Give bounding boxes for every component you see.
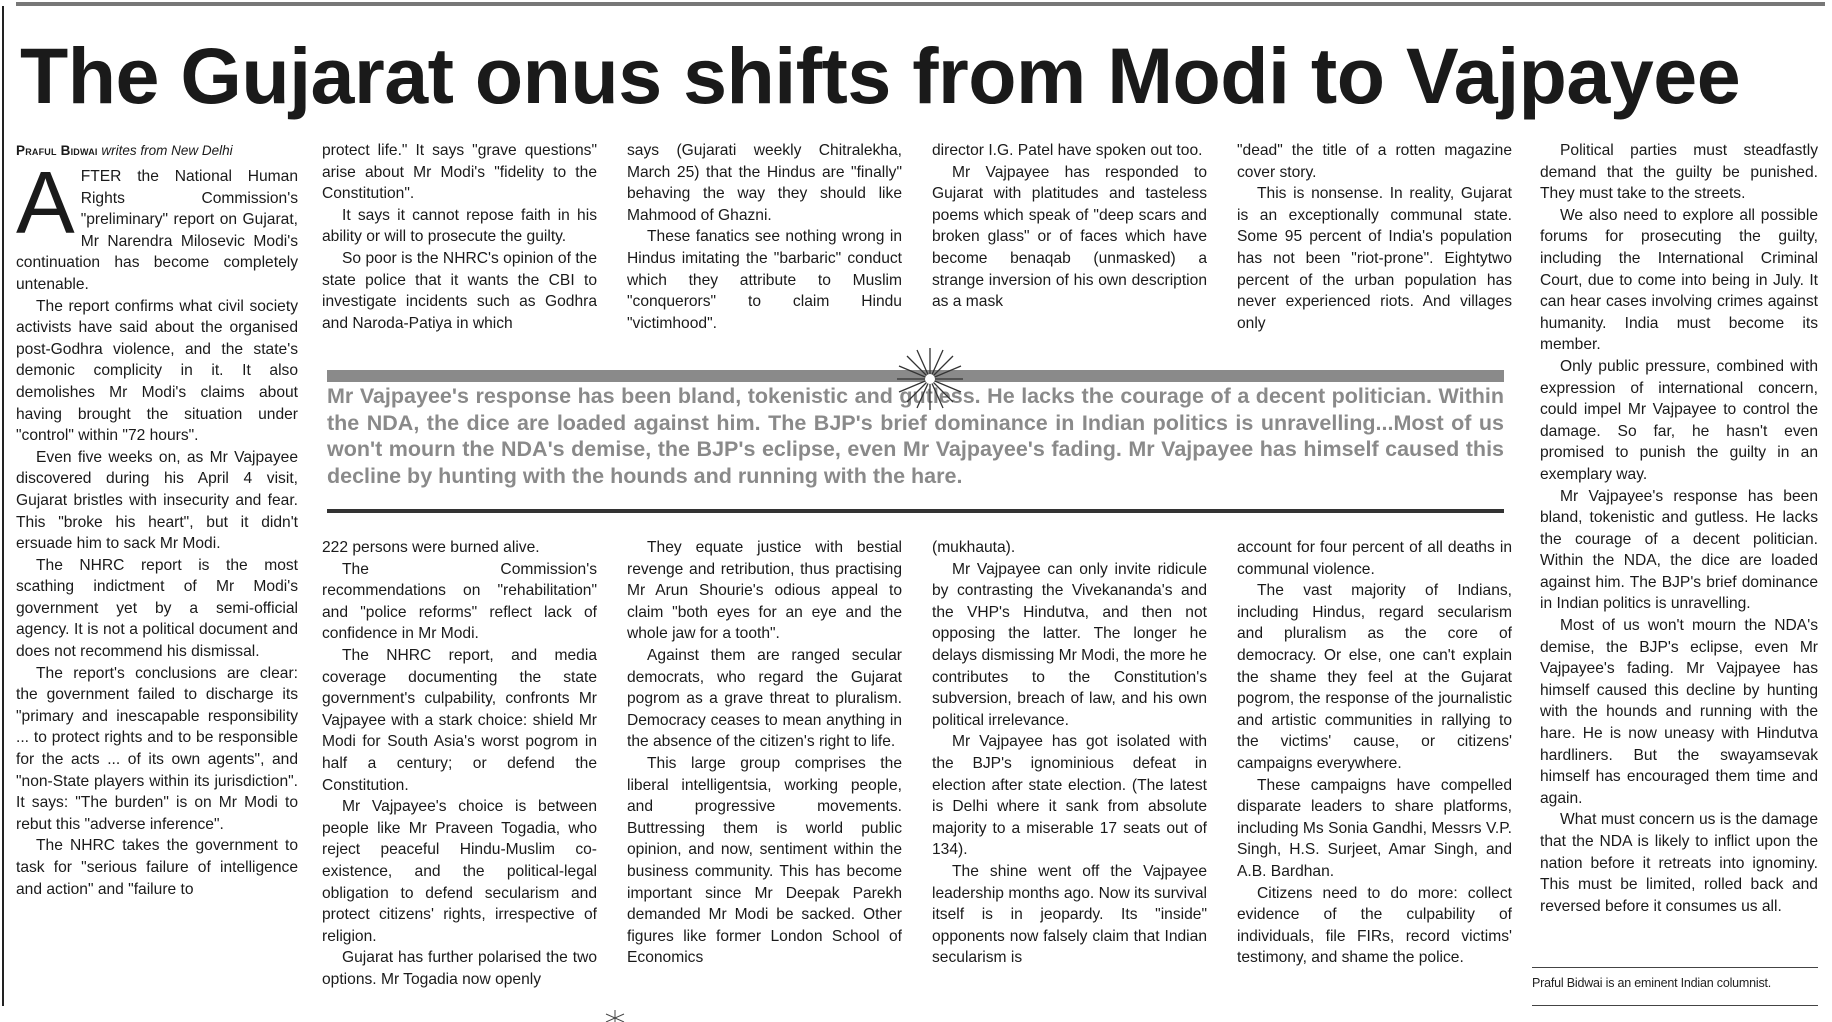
- paragraph: These campaigns have compelled disparate leaders to share platforms, including Ms Sonia Gandhi, Messrs V.P. Singh, H.S. Surjeet, Amar Singh, and A.B. Bardhan.: [1237, 776, 1512, 880]
- column-1: [16, 142, 298, 1012]
- paragraph: director I.G. Patel have spoken out too.: [932, 142, 1203, 159]
- column-2-bottom: [322, 537, 597, 997]
- paragraph: 222 persons were burned alive.: [322, 539, 540, 556]
- paragraph: They equate justice with bestial revenge and retribution, thus practising Mr Arun Shourie's odious appeal to claim "both eyes for an eye and the whole jaw for a tooth".: [627, 539, 902, 643]
- paragraph: protect life." It says "grave questions" arise about Mr Modi's "fidelity to the Constitution".: [322, 142, 597, 203]
- paragraph: It says it cannot repose faith in his ability or will to prosecute the guilty.: [322, 206, 597, 246]
- footer-rule: [1532, 967, 1818, 968]
- paragraph: Mr Vajpayee's choice is between people like Mr Praveen Togadia, who reject peaceful Hindu-Muslim co-existence, and the political-legal obligation to defend secularism and protect citizens' rights, irrespective of religion.: [322, 798, 597, 945]
- headline: The Gujarat onus shifts from Modi to Vajpayee: [20, 31, 1741, 120]
- paragraph: The NHRC report is the most scathing indictment of Mr Modi's government yet by a semi-official agency. It is not a political document and does not recommend his dismissal.: [16, 556, 298, 661]
- byline: [16, 142, 298, 160]
- paragraph: account for four percent of all deaths in communal violence.: [1237, 539, 1512, 578]
- paragraph: The report's conclusions are clear: the government failed to discharge its "primary and inescapable responsibility ... to protect rights and to be responsible for the acts ... of its own agents", and "non-State players within its jurisdiction". It says: "The burden" is on Mr Modi to rebut this "adverse inference".: [16, 664, 298, 833]
- paragraph: says (Gujarati weekly Chitralekha, March 25) that the Hindus are "finally" behaving the way they should like Mahmood of Ghazni.: [627, 142, 902, 224]
- paragraph: The vast majority of Indians, including Hindus, regard secularism and pluralism as the core of democracy. Or else, one can't explain the shame they feel at the Gujarat pogrom, the response of the journalistic and artistic communities in rallying to the victims' cause, or citizens' campaigns everywhere.: [1237, 582, 1512, 772]
- column-3-bottom: [627, 537, 902, 997]
- drop-cap: A: [16, 153, 75, 252]
- pullquote: Mr Vajpayee's response has been bland, tokenistic and gutless. He lacks the courage of a decent politician. Within the NDA, the dice are loaded against him. The BJP's brief dominance in Indian politics is unravelling...Most of us won't mourn the NDA's demise, the BJP's eclipse, even Mr Vajpayee's fading. Mr Vajpayee has himself caused this decline by hunting with the hounds and running with the hare.: [327, 384, 1504, 488]
- starburst-ornament-icon: [895, 346, 965, 412]
- column-4-top: [932, 140, 1207, 338]
- paragraph: The shine went off the Vajpayee leadership months ago. Now its survival itself is in jeopardy. Its "inside" opponents now falsely claim that Indian secularism is: [932, 862, 1207, 967]
- column-4-bottom: [932, 537, 1207, 997]
- paragraph: The report confirms what civil society activists have said about the organised post-Godhra violence, and the state's demonic complicity in it. It also demolishes Mr Modi's claims about having brought the situation under "control" within "72 hours".: [16, 297, 298, 445]
- paragraph: Mr Vajpayee has responded to Gujarat with platitudes and tasteless poems which speak of "deep scars and broken glass" or of faces which have become benaqab (unmasked) a strange inversion of his own description as a mask: [932, 163, 1207, 311]
- paragraph: These fanatics see nothing wrong in Hindus imitating the "barbaric" conduct which they attribute to Muslim "conquerors" to claim Hindu "victimhood".: [627, 228, 902, 332]
- paragraph: "dead" the title of a rotten magazine cover story.: [1237, 142, 1512, 181]
- paragraph: Even five weeks on, as Mr Vajpayee discovered during his April 4 visit, Gujarat bristles with insecurity and fear. This "broke his heart", but it didn't ersuade him to sack Mr Modi.: [16, 448, 298, 553]
- paragraph: Mr Vajpayee has got isolated with the BJP's ignominious defeat in election after state election. (The latest is Delhi where it sank from absolute majority to a miserable 17 seats out of 134).: [932, 733, 1207, 859]
- paragraph: We also need to explore all possible forums for prosecuting the guilty, including the International Criminal Court, due to come into being in July. It can hear cases involving crimes against humanity. India must become its member.: [1540, 206, 1818, 354]
- paragraph: Mr Vajpayee can only invite ridicule by contrasting the Vivekananda's and the VHP's Hindutva, and then not opposing the latter. The longer he delays dismissing Mr Modi, the more he contributes to the Constitution's subversion, breach of law, and his own political irrelevance.: [932, 560, 1207, 729]
- paragraph: This large group comprises the liberal intelligentsia, working people, and progressive movements. Buttressing them is world public opinion, and now, sentiment within the business community. This has become important since Mr Deepak Parekh demanded Mr Modi be sacked. Other figures like former London School of Economics: [627, 754, 902, 967]
- paragraph: (mukhauta).: [932, 539, 1016, 556]
- column-2-top: [322, 140, 597, 338]
- paragraph: The NHRC takes the government to task for "serious failure of intelligence and action" and "failure to: [16, 837, 298, 898]
- top-rule: [16, 2, 1825, 6]
- paragraph: Political parties must steadfastly demand that the guilty be punished. They must take to the streets.: [1540, 142, 1818, 203]
- paragraph: AFTER the National Human Rights Commission's "preliminary" report on Gujarat, Mr Narendra Milosevic Modi's continuation has become completely untenable.: [16, 153, 298, 293]
- pullquote-bottom-rule: [327, 509, 1504, 513]
- author-note: Praful Bidwai is an eminent Indian columnist.: [1532, 976, 1772, 990]
- paragraph: The NHRC report, and media coverage documenting the state government's culpability, confronts Mr Vajpayee with a stark choice: shield Mr Modi for South Asia's worst pogrom in half a century; or defend the Constitution.: [322, 646, 597, 794]
- byline-name: Praful Bidwai: [16, 143, 98, 158]
- column-6: [1540, 140, 1818, 962]
- starburst-ornament-small-icon: [600, 1010, 630, 1022]
- byline-from: writes from New Delhi: [101, 143, 233, 158]
- paragraph: Against them are ranged secular democrats, who regard the Gujarat pogrom as a grave threat to pluralism. Democracy ceases to mean anything in the absence of the citizen's right to life.: [627, 646, 902, 751]
- paragraph: The Commission's recommendations on "rehabilitation" and "police reforms" reflect lack of confidence in Mr Modi.: [322, 560, 597, 643]
- paragraph: Most of us won't mourn the NDA's demise, the BJP's eclipse, even Mr Vajpayee's fading. Mr Vajpayee has himself caused this decline by hunting with the hounds and running with the hare. He is now uneasy with Hindutva hardliners. But the swayamsevak himself has encouraged them time and again.: [1540, 617, 1818, 807]
- left-border-rule: [2, 6, 4, 1006]
- paragraph: This is nonsense. In reality, Gujarat is an exceptionally communal state. Some 95 percent of India's population has not been "riot-prone". Eightytwo percent of the urban population has never experienced riots. And villages only: [1237, 185, 1512, 332]
- footer-bottom-rule: [1532, 1005, 1818, 1006]
- paragraph: Mr Vajpayee's response has been bland, tokenistic and gutless. He lacks the courage of a decent politician. Within the NDA, the dice are loaded against him. The BJP's brief dominance in Indian politics is unravelling.: [1540, 487, 1818, 613]
- column-3-top: [627, 140, 902, 338]
- paragraph: What must concern us is the damage that the NDA is likely to inflict upon the nation before it retreats into ignominy. This must be limited, rolled back and reversed before it consumes us all.: [1540, 811, 1818, 915]
- column-5-bottom: [1237, 537, 1512, 997]
- column-5-top: [1237, 140, 1512, 338]
- paragraph: Gujarat has further polarised the two options. Mr Togadia now openly: [322, 949, 597, 988]
- paragraph: Only public pressure, combined with expression of international concern, could impel Mr Vajpayee to control the damage. So far, he hasn't even promised to punish the guilty in an exemplary way.: [1540, 357, 1818, 483]
- paragraph: Citizens need to do more: collect evidence of the culpability of individuals, file FIRs, record victims' testimony, and shame the police.: [1237, 884, 1512, 967]
- paragraph: So poor is the NHRC's opinion of the state police that it wants the CBI to investigate incidents such as Godhra and Naroda-Patiya in which: [322, 249, 597, 332]
